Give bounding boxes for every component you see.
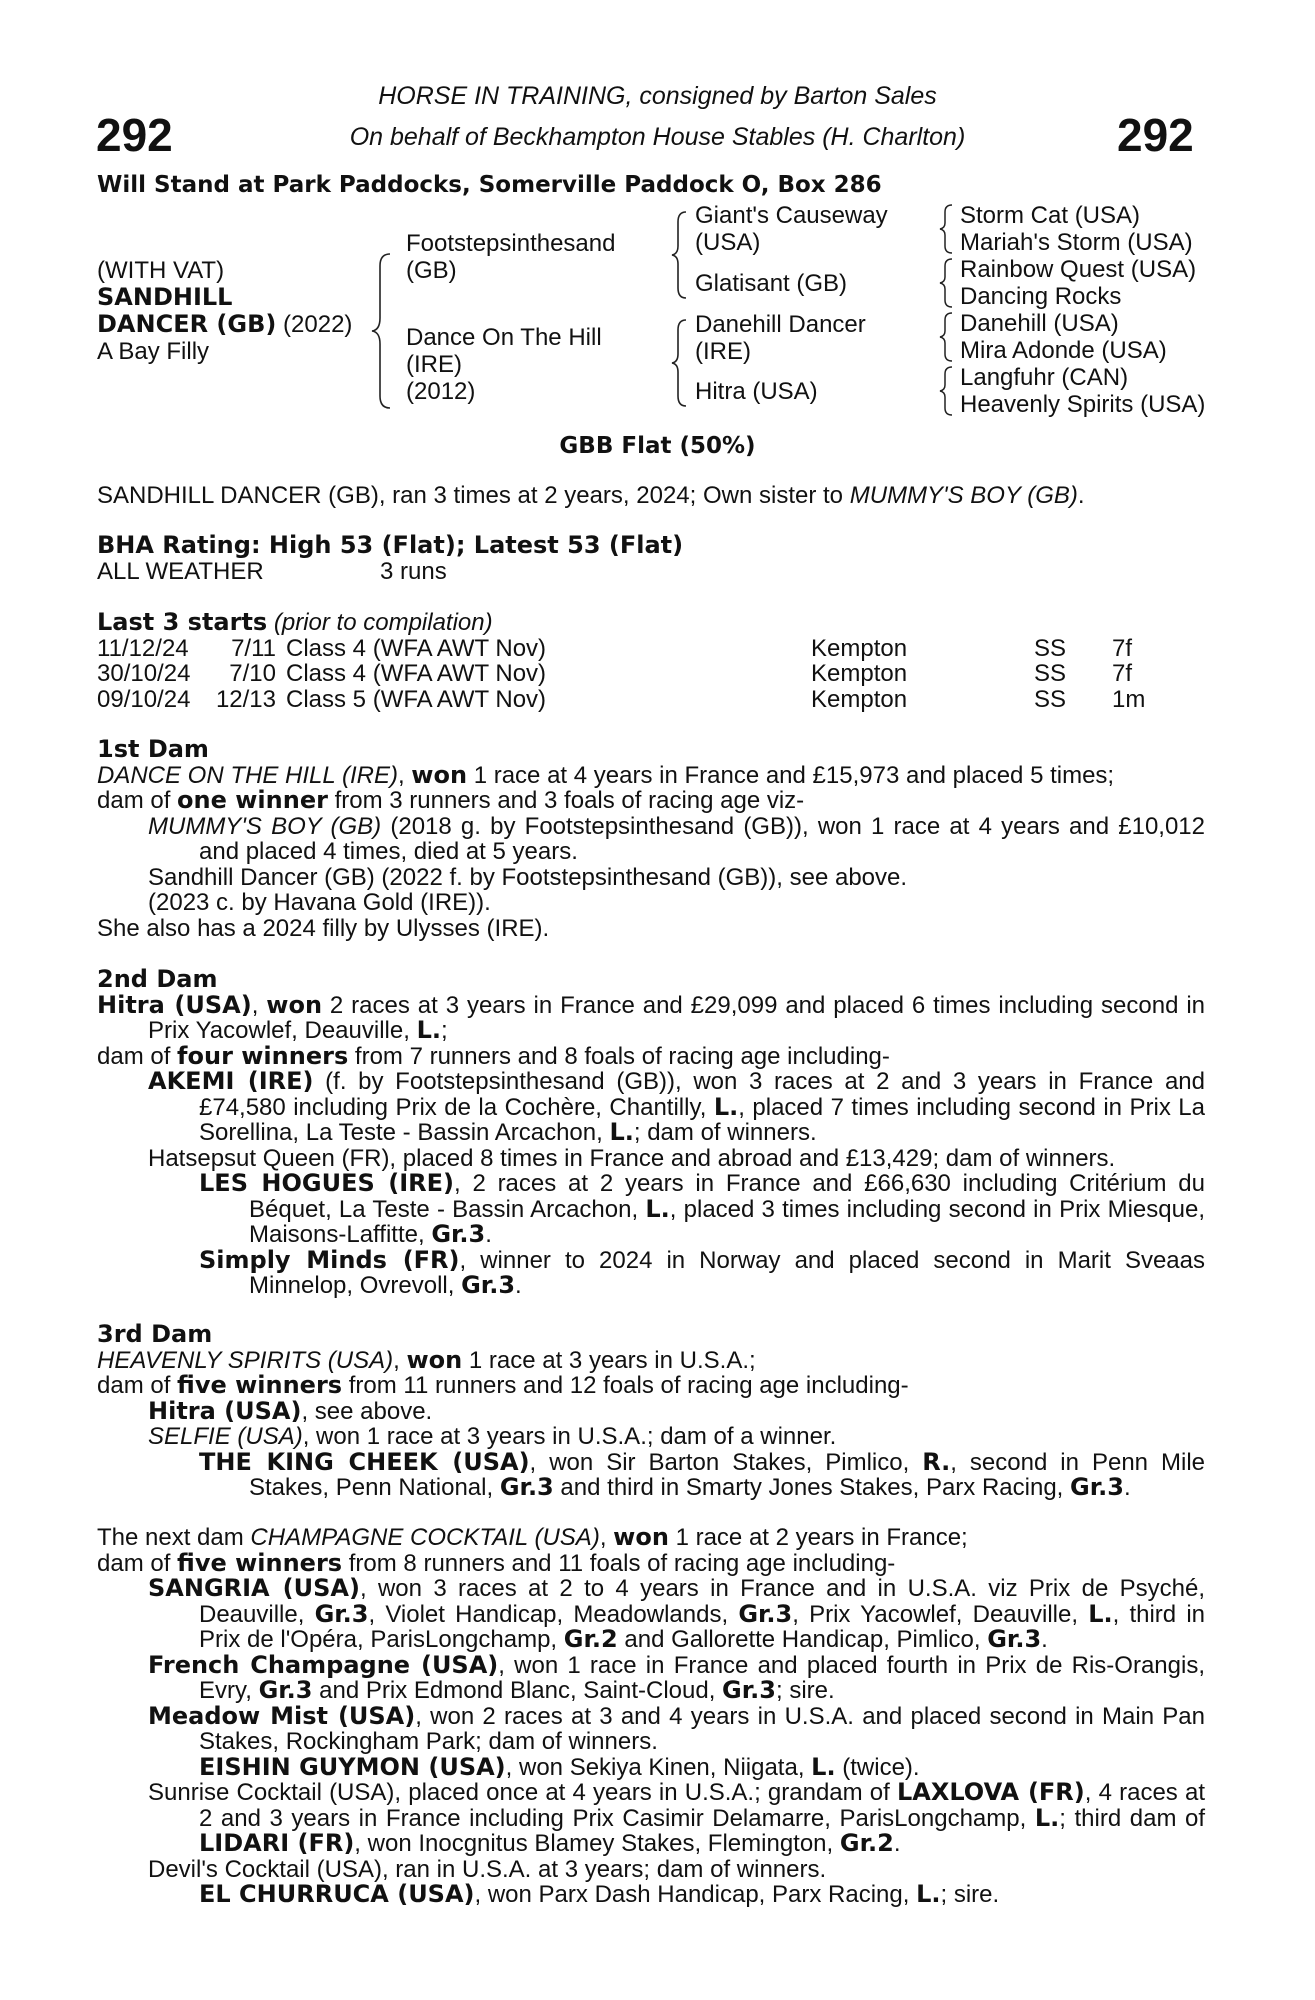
fourth-dam-line: The next dam CHAMPAGNE COCKTAIL (USA), won 1 race at 2 years in France;: [97, 1523, 968, 1551]
produce-entry: French Champagne (USA), won 1 race in France and placed fourth in Prix de Ris-Orangis, Evry, Gr.3 and Prix Edmond Blanc, Saint-Cloud, Gr.3; sire.: [148, 1650, 1206, 1704]
dam-name: Dance On The Hill: [406, 324, 602, 351]
produce-entry: Meadow Mist (USA), won 2 races at 3 and 4 years in U.S.A. and placed second in Main Pan Stakes, Rockingham Park; dam of winners.: [148, 1701, 1206, 1755]
vendor-line: On behalf of Beckhampton House Stables (H. Charlton): [349, 123, 966, 151]
ggsire-2: Rainbow Quest (USA): [960, 256, 1197, 283]
produce-entry: Hitra (USA), see above.: [148, 1396, 433, 1425]
produce-entry: THE KING CHEEK (USA), won Sir Barton Stakes, Pimlico, R., second in Penn Mile Stakes, Penn National, Gr.3 and third in Smarty Jones Stakes, Parx Racing, Gr.3.: [199, 1447, 1206, 1501]
first-dam-line: DANCE ON THE HILL (IRE), won 1 race at 4 years in France and £15,973 and placed 5 times;: [97, 760, 1115, 789]
dam-brace: [670, 318, 690, 408]
rating-block: [97, 533, 1205, 584]
last-starts-note: (prior to compilation): [273, 609, 493, 636]
dam-sire-country: (IRE): [695, 338, 751, 365]
produce-entry: Hatsepsut Queen (FR), placed 8 times in France and abroad and £13,429; dam of winners.: [148, 1144, 1116, 1172]
produce-entry: EL CHURRUCA (USA), won Parx Dash Handicap, Parx Racing, L.; sire.: [199, 1880, 1000, 1908]
first-dam-heading: 1st Dam: [97, 735, 209, 763]
third-dam-produce: dam of five winners from 11 runners and 12 foals of racing age including-: [97, 1371, 909, 1399]
produce-entry: (2023 c. by Havana Gold (IRE)).: [148, 889, 491, 916]
brace-g3: [938, 311, 956, 363]
produce-entry: SANGRIA (USA), won 3 races at 2 to 4 years in France and in U.S.A. viz Prix de Psyché, Deauville, Gr.3, Violet Handicap, Meadowlands, Gr.3, Prix Yacowlef, Deauville, L., third in Prix de l'Opéra, ParisLongchamp, Gr.2 and Gallorette Handicap, Pimlico, Gr.3.: [148, 1574, 1205, 1653]
ggsire-3: Danehill (USA): [960, 310, 1119, 337]
ggdam-4: Heavenly Spirits (USA): [960, 391, 1206, 418]
produce-entry: AKEMI (IRE) (f. by Footstepsinthesand (GB)), won 3 races at 2 and 3 years in France and £74,580 including Prix de la Cochère, Chantilly, L., placed 7 times including second in Prix La Sorellina, La Teste - Bassin Arcachon, L.; dam of winners.: [148, 1067, 1205, 1146]
dam-dam: Hitra (USA): [695, 378, 818, 405]
second-dam-section: [97, 967, 1205, 1299]
start-row: 11/12/24 7/11 Class 4 (WFA AWT Nov) Kempton SS 7f: [97, 634, 1133, 662]
sire-sire: Giant's Causeway: [695, 202, 888, 229]
last-starts-title: Last 3 starts: [97, 608, 268, 636]
produce-entry: Simply Minds (FR), winner to 2024 in Norway and placed second in Marit Sveaas Minnelop, Ovrevoll, Gr.3.: [199, 1245, 1205, 1299]
start-row: 30/10/24 7/10 Class 4 (WFA AWT Nov) Kempton SS 7f: [97, 660, 1133, 687]
sire-dam: Glatisant (GB): [695, 270, 848, 297]
pedigree-brace-main: [370, 252, 394, 410]
first-dam-note: She also has a 2024 filly by Ulysses (IRE).: [97, 914, 550, 942]
fourth-dam-produce: dam of five winners from 8 runners and 11 foals of racing age including-: [97, 1548, 896, 1577]
produce-entry: EISHIN GUYMON (USA), won Sekiya Kinen, Niigata, L. (twice).: [199, 1752, 920, 1781]
ggsire-1: Storm Cat (USA): [960, 202, 1141, 229]
produce-entry: SELFIE (USA), won 1 race at 3 years in U.S.A.; dam of a winner.: [148, 1423, 837, 1450]
horse-name-line1: SANDHILL: [97, 283, 233, 311]
last-starts: [97, 610, 1205, 712]
produce-entry: LES HOGUES (IRE), 2 races at 2 years in France and £66,630 including Critérium du Béquet, La Teste - Bassin Arcachon, L., placed 3 times including second in Prix Miesque, Maisons-Laffitte, Gr.3.: [199, 1169, 1205, 1248]
sire-sire-country: (USA): [695, 229, 761, 256]
ggsire-4: Langfuhr (CAN): [960, 364, 1129, 391]
summary-line: SANDHILL DANCER (GB), ran 3 times at 2 years, 2024; Own sister to MUMMY'S BOY (GB).: [97, 482, 1085, 509]
vat-label: (WITH VAT): [97, 257, 225, 284]
consignor-line: HORSE IN TRAINING, consigned by Barton Sales: [378, 82, 937, 110]
dam-sire: Danehill Dancer: [695, 311, 866, 338]
third-dam-heading: 3rd Dam: [97, 1320, 213, 1348]
sire-brace: [670, 210, 690, 300]
rating-title: BHA Rating: High 53 (Flat); Latest 53 (Flat): [97, 531, 684, 559]
produce-entry: Sandhill Dancer (GB) (2022 f. by Footstepsinthesand (GB)), see above.: [148, 863, 908, 891]
stand-location: Will Stand at Park Paddocks, Somerville Paddock O, Box 286: [97, 172, 882, 198]
sire-country: (GB): [406, 257, 457, 284]
third-dam-section: [97, 1322, 1205, 1501]
ggdam-3: Mira Adonde (USA): [960, 337, 1167, 364]
first-dam-section: [97, 737, 1205, 941]
third-dam-line: HEAVENLY SPIRITS (USA), won 1 race at 3 years in U.S.A.;: [97, 1345, 756, 1374]
horse-description: A Bay Filly: [97, 338, 210, 365]
gbb-flat-label: GBB Flat (50%): [559, 433, 756, 459]
brace-g2: [938, 257, 956, 309]
dam-country: (IRE): [406, 351, 462, 378]
produce-entry: MUMMY'S BOY (GB) (2018 g. by Footstepsinthesand (GB)), won 1 race at 4 years and £10,012 and placed 4 times, died at 5 years.: [148, 812, 1205, 865]
brace-g4: [938, 365, 956, 417]
first-dam-produce: dam of one winner from 3 runners and 3 foals of racing age viz-: [97, 786, 805, 814]
start-row: 09/10/24 12/13 Class 5 (WFA AWT Nov) Kempton SS 1m: [97, 685, 1146, 713]
produce-entry: Devil's Cocktail (USA), ran in U.S.A. at 3 years; dam of winners.: [148, 1855, 827, 1883]
dam-year: (2012): [406, 378, 476, 405]
produce-entry: Sunrise Cocktail (USA), placed once at 4 years in U.S.A.; grandam of LAXLOVA (FR), 4 races at 2 and 3 years in France including Prix Casimir Delamarre, ParisLongchamp, L.; third dam of LIDARI (FR), won Inocgnitus Blamey Stakes, Flemington, Gr.2.: [148, 1778, 1206, 1857]
brace-g1: [938, 203, 956, 255]
ggdam-2: Dancing Rocks: [960, 283, 1122, 310]
ggdam-1: Mariah's Storm (USA): [960, 229, 1193, 256]
second-dam-produce: dam of four winners from 7 runners and 8 foals of racing age including-: [97, 1041, 890, 1070]
rating-surface-row: ALL WEATHER 3 runs: [97, 557, 447, 585]
horse-name-line2: DANCER (GB) (2022): [97, 310, 353, 338]
lot-number-right: 292: [1117, 109, 1194, 161]
lot-number-left: 292: [96, 109, 173, 161]
second-dam-line: Hitra (USA), won 2 races at 3 years in France and £29,099 and placed 6 times including second in Prix Yacowlef, Deauville, L.;: [97, 990, 1205, 1044]
second-dam-heading: 2nd Dam: [97, 965, 218, 993]
fourth-dam-section: [97, 1525, 1205, 1908]
sire-name: Footstepsinthesand: [406, 230, 616, 257]
